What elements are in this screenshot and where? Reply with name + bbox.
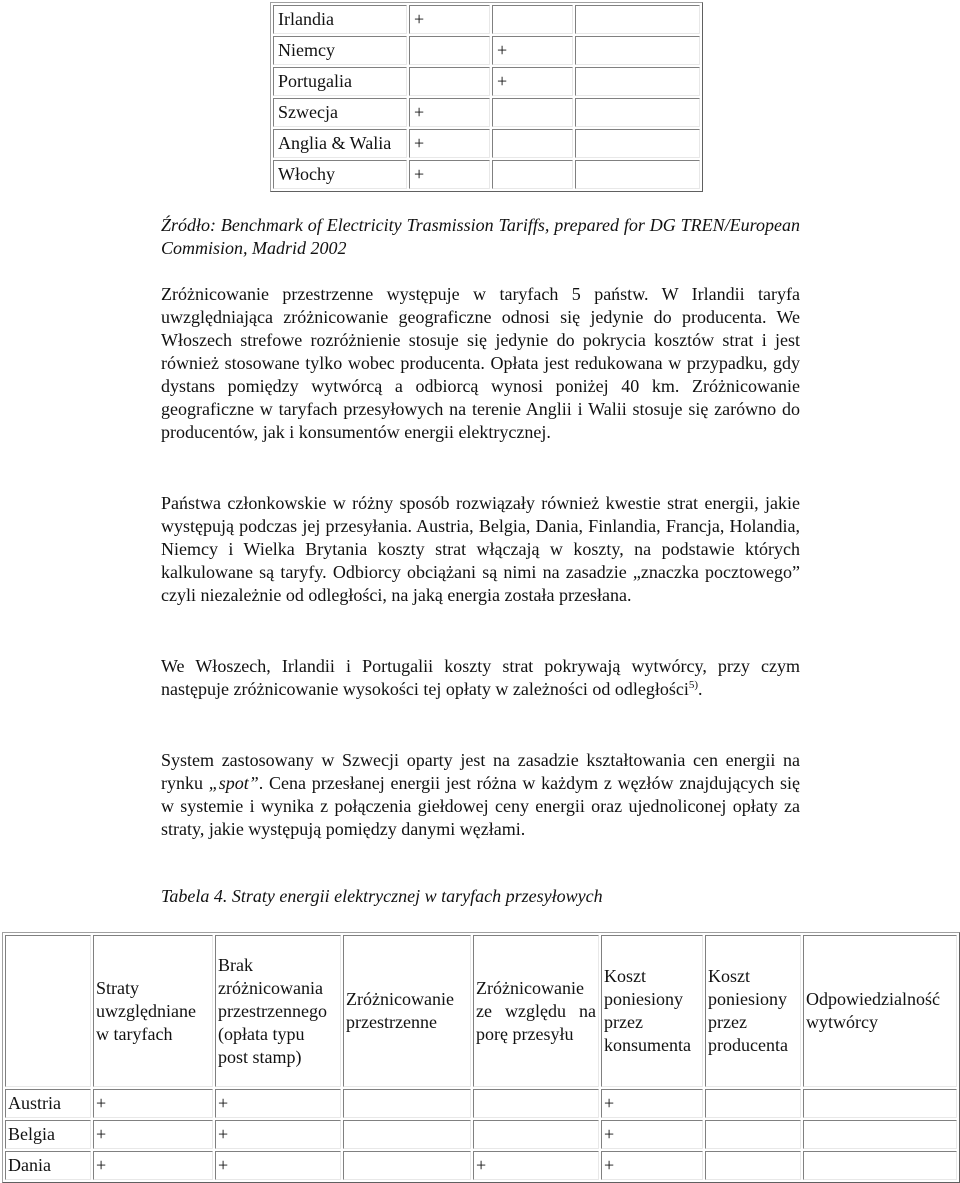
value-cell: + [409, 129, 490, 158]
value-cell [409, 67, 490, 96]
country-cell: Szwecja [273, 98, 407, 127]
value-cell: + [409, 98, 490, 127]
value-cell [492, 129, 573, 158]
value-cell [575, 36, 700, 65]
paragraph [161, 749, 800, 841]
value-cell [575, 160, 700, 189]
value-cell [705, 1120, 801, 1149]
value-cell [705, 1089, 801, 1118]
value-cell: + [473, 1151, 599, 1180]
paragraph: Zróżnicowanie przestrzenne występuje w taryfach 5 państw. W Irlandii taryfa uwzględniająca zróżnicowanie geograficzne odnosi się jedynie do producenta. We Włoszech strefowe rozróżnienie stosuje się jedynie do pokrycia kosztów strat i jest również stosowane tylko wobec producenta. Opłata jest redukowana w przypadku, gdy dystans pomiędzy wytwórcą a odbiorcą wynosi poniżej 40 km. Zróżnicowanie geograficzne w taryfach przesyłowych na terenie Anglii i Walii stosuje się zarówno do producentów, jak i konsumentów energii elektrycznej. [161, 284, 800, 442]
value-cell: + [93, 1089, 213, 1118]
value-cell: + [409, 5, 490, 34]
table-row [5, 1151, 957, 1180]
value-cell [343, 1151, 471, 1180]
country-cell: Niemcy [273, 36, 407, 65]
country-cell: Włochy [273, 160, 407, 189]
value-cell [409, 36, 490, 65]
table-row [273, 98, 700, 127]
column-header: Zróżnicowanie ze względu na porę przesyłu [473, 935, 599, 1087]
table-row [273, 129, 700, 158]
table-row [5, 1089, 957, 1118]
value-cell [575, 5, 700, 34]
column-header: Straty uwzględniane w taryfach [93, 935, 213, 1087]
value-cell [473, 1120, 599, 1149]
value-cell [343, 1120, 471, 1149]
country-cell: Austria [5, 1089, 91, 1118]
table-row [5, 1120, 957, 1149]
value-cell [803, 1120, 957, 1149]
source-note: Źródło: Benchmark of Electricity Trasmission Tariffs, prepared for DG TREN/European Commision, Madrid 2002 [161, 215, 800, 258]
country-cell: Irlandia [273, 5, 407, 34]
value-cell: + [93, 1151, 213, 1180]
table-caption: Tabela 4. Straty energii elektrycznej w taryfach przesyłowych [161, 886, 603, 906]
value-cell: + [215, 1120, 341, 1149]
value-cell [492, 5, 573, 34]
table-header-row [5, 935, 957, 1087]
country-cell: Anglia & Walia [273, 129, 407, 158]
value-cell: + [492, 36, 573, 65]
value-cell [343, 1089, 471, 1118]
value-cell [803, 1151, 957, 1180]
value-cell [575, 98, 700, 127]
country-cell: Belgia [5, 1120, 91, 1149]
losses-table [2, 932, 960, 1183]
value-cell: + [601, 1151, 703, 1180]
paragraph-text: We Włoszech, Irlandii i Portugalii koszty strat pokrywają wytwórcy, przy czym następuje zróżnicowanie wysokości tej opłaty w zależności od odległości [161, 656, 800, 699]
value-cell: + [215, 1151, 341, 1180]
table-row [273, 36, 700, 65]
table-row [273, 67, 700, 96]
value-cell [492, 160, 573, 189]
countries-table [270, 2, 703, 192]
country-cell: Portugalia [273, 67, 407, 96]
paragraph-text: System zastosowany w Szwecji oparty jest na zasadzie kształtowania cen energii na rynku [161, 750, 800, 793]
value-cell: + [409, 160, 490, 189]
column-header: Zróżnicowanie przestrzenne [343, 935, 471, 1087]
paragraph-end: . [698, 679, 703, 699]
value-cell: + [601, 1089, 703, 1118]
value-cell: + [601, 1120, 703, 1149]
value-cell [803, 1089, 957, 1118]
paragraph [161, 655, 800, 701]
paragraph-text: . Cena przesłanej energii jest różna w każdym z węzłów znajdujących się w systemie i wynika z połączenia giełdowej ceny energii oraz ujednoliconej opłaty za straty, jakie występują pomiędzy danymi węzłami. [161, 773, 800, 839]
value-cell [575, 67, 700, 96]
paragraph: Państwa członkowskie w różny sposób rozwiązały również kwestie strat energii, jakie występują podczas jej przesyłania. Austria, Belgia, Dania, Finlandia, Francja, Holandia, Niemcy i Wielka Brytania koszty strat włączają w koszty, na podstawie których kalkulowane są taryfy. Odbiorcy obciążani są nimi na zasadzie „znaczka pocztowego” czyli niezależnie od odległości, na jaką energia została przesłana. [161, 493, 800, 605]
column-header: Brak zróżnicowania przestrzennego (opłata typu post stamp) [215, 935, 341, 1087]
table-row [273, 160, 700, 189]
column-header: Koszt poniesiony przez producenta [705, 935, 801, 1087]
value-cell [473, 1089, 599, 1118]
spot-term: „spot” [208, 773, 259, 793]
empty-header-cell [5, 935, 91, 1087]
value-cell: + [93, 1120, 213, 1149]
column-header: Odpowiedzialność wytwórcy [803, 935, 957, 1087]
value-cell [575, 129, 700, 158]
value-cell: + [215, 1089, 341, 1118]
column-header: Koszt poniesiony przez konsumenta [601, 935, 703, 1087]
table-row [273, 5, 700, 34]
value-cell [492, 98, 573, 127]
country-cell: Dania [5, 1151, 91, 1180]
value-cell: + [492, 67, 573, 96]
footnote-ref[interactable]: 5) [688, 679, 699, 691]
value-cell [705, 1151, 801, 1180]
